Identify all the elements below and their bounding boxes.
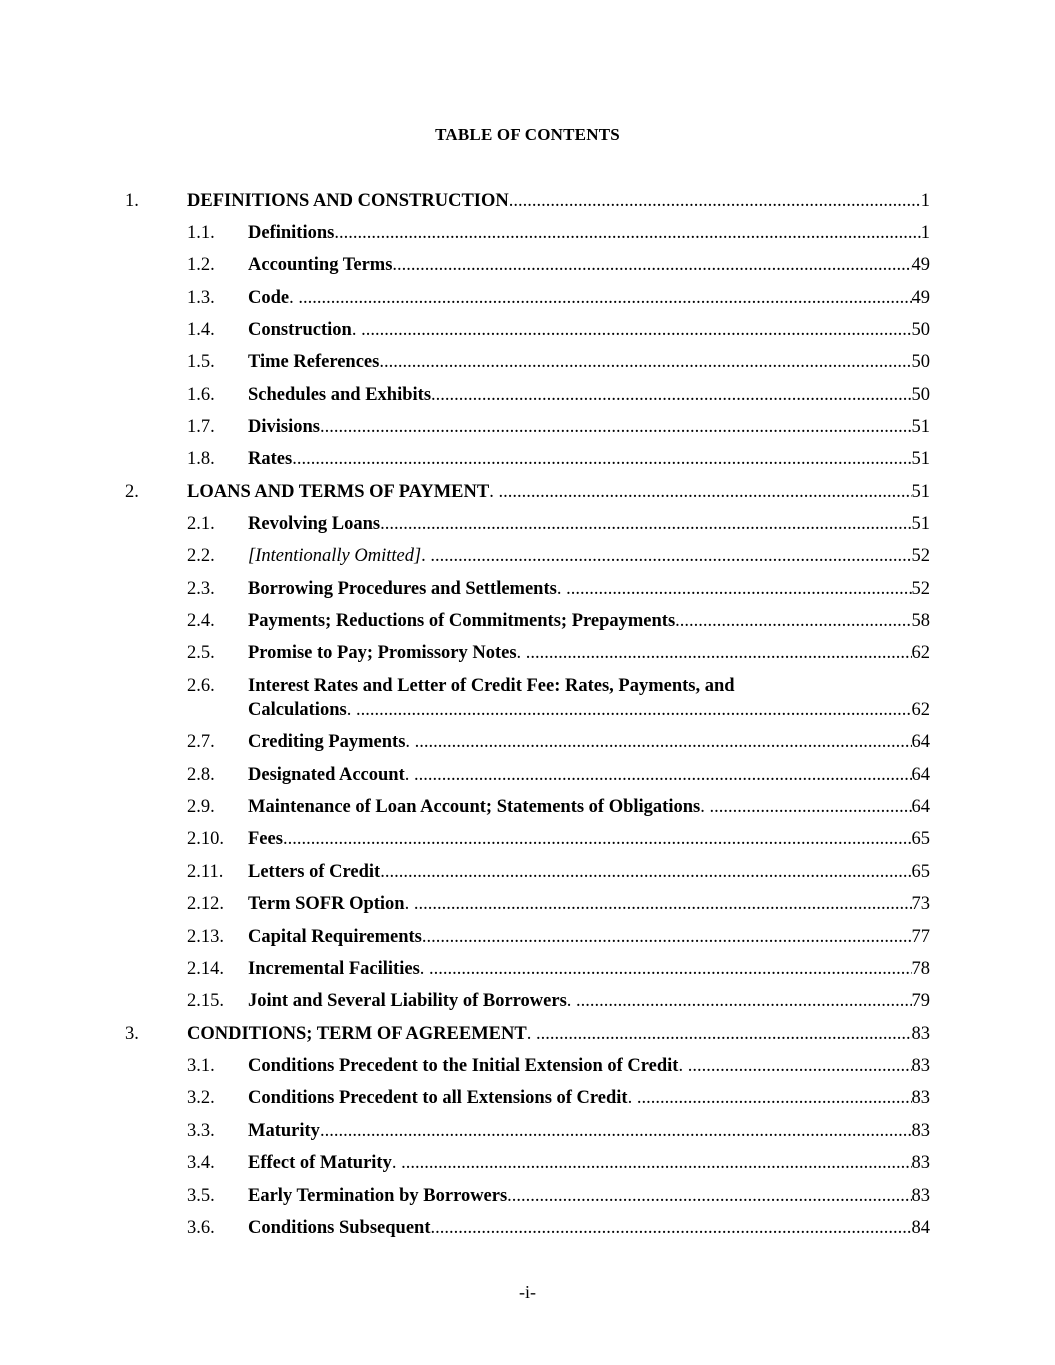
toc-entry-line bbox=[248, 1118, 930, 1144]
toc-subsection-entry bbox=[0, 543, 1055, 569]
toc-entry-title: Maintenance of Loan Account; Statements of Obligations bbox=[248, 797, 701, 817]
toc-page-number: 64 bbox=[911, 797, 930, 817]
toc-dot-leader bbox=[385, 859, 912, 885]
toc-entry-number: 1.6. bbox=[187, 385, 215, 405]
toc-entry-title: Calculations bbox=[248, 700, 347, 720]
toc-entry-period: . bbox=[404, 894, 414, 914]
toc-entry-line bbox=[248, 924, 930, 950]
toc-entry-period: . bbox=[507, 1186, 512, 1206]
toc-dot-leader bbox=[526, 640, 912, 666]
toc-entry-number: 3.4. bbox=[187, 1153, 215, 1173]
toc-entry-line bbox=[248, 956, 930, 982]
toc-entry-title: Conditions Subsequent bbox=[248, 1218, 431, 1238]
toc-subsection-entry bbox=[0, 511, 1055, 537]
toc-page-number: 77 bbox=[911, 927, 930, 947]
toc-entry-title: Construction bbox=[248, 320, 352, 340]
toc-subsection-entry bbox=[0, 988, 1055, 1014]
toc-entry-number: 2.1. bbox=[187, 514, 215, 534]
toc-entry-title: Early Termination by Borrowers bbox=[248, 1186, 508, 1206]
toc-entry-title-line1: Interest Rates and Letter of Credit Fee: Rates, Payments, and bbox=[248, 676, 735, 696]
toc-entry-line bbox=[248, 382, 930, 408]
toc-entry-period: . bbox=[380, 514, 385, 534]
toc-entry-period: . bbox=[431, 385, 436, 405]
toc-subsection-entry bbox=[0, 859, 1055, 885]
toc-dot-leader bbox=[361, 317, 911, 343]
toc-entry-line bbox=[248, 794, 930, 820]
toc-entry-number: 3. bbox=[125, 1024, 139, 1044]
toc-dot-leader bbox=[512, 1183, 912, 1209]
toc-entry-number: 2.14. bbox=[187, 959, 224, 979]
toc-entry-period: . bbox=[489, 482, 499, 502]
toc-entry-line bbox=[248, 576, 930, 602]
toc-entry-title: Conditions Precedent to the Initial Extension of Credit bbox=[248, 1056, 679, 1076]
toc-entry-period: . bbox=[430, 1218, 436, 1238]
toc-page-number: 65 bbox=[911, 862, 930, 882]
toc-entry-number: 2.15. bbox=[187, 991, 224, 1011]
toc-dot-leader bbox=[536, 1021, 912, 1047]
toc-entry-title: Code bbox=[248, 288, 290, 308]
page-number-footer: -i- bbox=[519, 1282, 536, 1302]
toc-entry-title: Rates bbox=[248, 449, 293, 469]
toc-entry-period: . bbox=[289, 288, 299, 308]
toc-entry-title: [Intentionally Omitted] bbox=[248, 546, 422, 566]
toc-entry-number: 2.3. bbox=[187, 579, 215, 599]
toc-entry-number: 2.4. bbox=[187, 611, 215, 631]
toc-entry-number: 2.12. bbox=[187, 894, 224, 914]
toc-entry-period: . bbox=[392, 255, 398, 275]
toc-entry-period: . bbox=[282, 829, 288, 849]
toc-dot-leader bbox=[435, 1215, 911, 1241]
toc-entry-title: Capital Requirements bbox=[248, 927, 422, 947]
toc-entry-period: . bbox=[405, 732, 415, 752]
toc-entry-period: . bbox=[421, 546, 431, 566]
toc-subsection-entry bbox=[0, 924, 1055, 950]
toc-page-number: 79 bbox=[911, 991, 930, 1011]
toc-entry-number: 2.9. bbox=[187, 797, 215, 817]
toc-entry-line bbox=[248, 859, 930, 885]
toc-entry-line bbox=[248, 826, 930, 852]
toc-subsection-entry bbox=[0, 220, 1055, 246]
toc-entry-period: . bbox=[700, 797, 710, 817]
toc-entry-line bbox=[248, 1215, 930, 1241]
toc-page-number: 83 bbox=[911, 1121, 930, 1141]
toc-entry-number: 2.6. bbox=[187, 676, 215, 696]
toc-dot-leader bbox=[288, 826, 912, 852]
toc-dot-leader bbox=[325, 414, 912, 440]
toc-entry-title: Fees bbox=[248, 829, 283, 849]
toc-subsection-entry bbox=[0, 794, 1055, 820]
toc-subsection-entry bbox=[0, 640, 1055, 666]
toc-dot-leader bbox=[576, 988, 911, 1014]
toc-subsection-entry bbox=[0, 1118, 1055, 1144]
toc-entry-title: Conditions Precedent to all Extensions of Credit bbox=[248, 1088, 628, 1108]
toc-entry-number: 3.6. bbox=[187, 1218, 215, 1238]
toc-page-number: 73 bbox=[911, 894, 930, 914]
toc-entry-line bbox=[248, 511, 930, 537]
toc-entry-line bbox=[248, 220, 930, 246]
toc-entry-title: Time References bbox=[248, 352, 380, 372]
toc-entry-line bbox=[248, 317, 930, 343]
toc-entry-number: 3.3. bbox=[187, 1121, 215, 1141]
toc-dot-leader bbox=[356, 697, 912, 723]
toc-page-number: 50 bbox=[911, 385, 930, 405]
toc-entry-period: . bbox=[319, 417, 325, 437]
toc-dot-leader bbox=[339, 220, 921, 246]
toc-subsection-entry bbox=[0, 826, 1055, 852]
toc-page-number: 49 bbox=[911, 255, 930, 275]
toc-entry-number: 1.5. bbox=[187, 352, 215, 372]
toc-entry-line bbox=[248, 1085, 930, 1111]
toc-entry-title: CONDITIONS; TERM OF AGREEMENT bbox=[187, 1024, 527, 1044]
toc-entry-line bbox=[187, 1021, 930, 1047]
toc-entry-period: . bbox=[526, 1024, 536, 1044]
toc-entry-title: Letters of Credit bbox=[248, 862, 381, 882]
toc-entry-line bbox=[187, 188, 930, 214]
toc-page-number: 64 bbox=[911, 732, 930, 752]
toc-entry-title: Joint and Several Liability of Borrowers bbox=[248, 991, 567, 1011]
page-title: TABLE OF CONTENTS bbox=[435, 125, 620, 144]
toc-entry-period: . bbox=[334, 223, 339, 243]
toc-entry-period: . bbox=[351, 320, 362, 340]
toc-dot-leader bbox=[397, 252, 911, 278]
toc-entry-title: Revolving Loans bbox=[248, 514, 381, 534]
toc-dot-leader bbox=[430, 543, 911, 569]
toc-page-number: 78 bbox=[911, 959, 930, 979]
toc-subsection-entry bbox=[0, 676, 1055, 723]
toc-subsection-entry bbox=[0, 1053, 1055, 1079]
toc-subsection-entry bbox=[0, 956, 1055, 982]
toc-page-number: 1 bbox=[920, 191, 930, 211]
toc-page-number: 62 bbox=[911, 700, 930, 720]
toc-entry-title: Effect of Maturity bbox=[248, 1153, 392, 1173]
toc-page-number: 83 bbox=[911, 1088, 930, 1108]
toc-entry-number: 1.7. bbox=[187, 417, 215, 437]
toc-entry-title: Payments; Reductions of Commitments; Prepayments bbox=[248, 611, 676, 631]
toc-entry-period: . bbox=[566, 991, 577, 1011]
toc-entry-number: 2.5. bbox=[187, 643, 215, 663]
toc-page-number: 50 bbox=[911, 352, 930, 372]
toc-entry-line bbox=[248, 1183, 930, 1209]
toc-subsection-entry bbox=[0, 414, 1055, 440]
toc-entry-line bbox=[248, 1053, 930, 1079]
toc-dot-leader bbox=[566, 576, 911, 602]
toc-entry-title: LOANS AND TERMS OF PAYMENT bbox=[187, 482, 490, 502]
toc-entry-line bbox=[248, 414, 930, 440]
toc-subsection-entry bbox=[0, 1150, 1055, 1176]
toc-subsection-entry bbox=[0, 576, 1055, 602]
toc-page-number: 51 bbox=[911, 417, 930, 437]
toc-entry-title: Crediting Payments bbox=[248, 732, 406, 752]
toc-entry-title: Designated Account bbox=[248, 765, 405, 785]
toc-entry-number: 2.8. bbox=[187, 765, 215, 785]
toc-entry-line bbox=[248, 640, 930, 666]
toc-dot-leader bbox=[401, 1150, 911, 1176]
toc-dot-leader bbox=[637, 1085, 912, 1111]
toc-entry-period: . bbox=[516, 643, 526, 663]
toc-dot-leader bbox=[297, 446, 912, 472]
toc-page-number: 58 bbox=[911, 611, 930, 631]
toc-subsection-entry bbox=[0, 1085, 1055, 1111]
toc-entry-period: . bbox=[319, 1121, 325, 1141]
toc-page-number: 51 bbox=[911, 449, 930, 469]
toc-subsection-entry bbox=[0, 729, 1055, 755]
toc-subsection-entry bbox=[0, 349, 1055, 375]
toc-entry-line bbox=[248, 252, 930, 278]
toc-section-entry bbox=[0, 188, 1055, 214]
toc-entry-title: Term SOFR Option bbox=[248, 894, 405, 914]
toc-entry-number: 3.1. bbox=[187, 1056, 215, 1076]
toc-entry-period: . bbox=[292, 449, 297, 469]
toc-page-number: 51 bbox=[911, 514, 930, 534]
toc-dot-leader bbox=[709, 794, 911, 820]
toc-entry-line bbox=[248, 891, 930, 917]
toc-entry-line bbox=[248, 697, 930, 723]
toc-dot-leader bbox=[385, 511, 912, 537]
toc-entry-title: Definitions bbox=[248, 223, 335, 243]
toc-entry-number: 1.4. bbox=[187, 320, 215, 340]
toc-dot-leader bbox=[498, 479, 911, 505]
toc-entry-period: . bbox=[556, 579, 567, 599]
toc-entry-line bbox=[248, 988, 930, 1014]
toc-entry-period: . bbox=[379, 352, 384, 372]
toc-page-number: 52 bbox=[911, 579, 930, 599]
toc-entry-period: . bbox=[627, 1088, 637, 1108]
toc-page-number: 65 bbox=[911, 829, 930, 849]
toc-subsection-entry bbox=[0, 608, 1055, 634]
toc-entry-number: 1.2. bbox=[187, 255, 215, 275]
toc-dot-leader bbox=[429, 956, 911, 982]
toc-entry-line bbox=[248, 762, 930, 788]
toc-subsection-entry bbox=[0, 446, 1055, 472]
toc-section-entry bbox=[0, 479, 1055, 505]
toc-entry-period: . bbox=[391, 1153, 402, 1173]
toc-page-number: 1 bbox=[920, 223, 930, 243]
toc-dot-leader bbox=[509, 188, 921, 214]
toc-entry-line bbox=[187, 479, 930, 505]
toc-section-entry bbox=[0, 1021, 1055, 1047]
toc-subsection-entry bbox=[0, 285, 1055, 311]
toc-entry-number: 3.5. bbox=[187, 1186, 215, 1206]
toc-entry-line bbox=[248, 349, 930, 375]
toc-entry-title: Accounting Terms bbox=[248, 255, 393, 275]
toc-entry-title: Incremental Facilities bbox=[248, 959, 420, 979]
toc-entry-period: . bbox=[404, 765, 414, 785]
toc-entry-title: Promise to Pay; Promissory Notes bbox=[248, 643, 517, 663]
toc-subsection-entry bbox=[0, 1183, 1055, 1209]
toc-entry-number: 1.8. bbox=[187, 449, 215, 469]
toc-page-number: 84 bbox=[911, 1218, 930, 1238]
toc-entry-period: . bbox=[346, 700, 356, 720]
toc-entry-line bbox=[248, 1150, 930, 1176]
toc-dot-leader bbox=[325, 1118, 912, 1144]
toc-entry-number: 2. bbox=[125, 482, 139, 502]
toc-entry-line bbox=[248, 446, 930, 472]
toc-entry-period: . bbox=[421, 927, 427, 947]
toc-subsection-entry bbox=[0, 382, 1055, 408]
toc-subsection-entry bbox=[0, 1215, 1055, 1241]
toc-entry-number: 1. bbox=[125, 191, 139, 211]
toc-entry-line bbox=[248, 543, 930, 569]
toc-entry-title: Borrowing Procedures and Settlements bbox=[248, 579, 557, 599]
toc-dot-leader bbox=[427, 924, 912, 950]
toc-dot-leader bbox=[414, 762, 912, 788]
toc-entry-number: 2.10. bbox=[187, 829, 224, 849]
toc-dot-leader bbox=[680, 608, 912, 634]
toc-page-number: 51 bbox=[911, 482, 930, 502]
toc-entry-number: 3.2. bbox=[187, 1088, 215, 1108]
toc-entry-number: 2.11. bbox=[187, 862, 224, 882]
toc-subsection-entry bbox=[0, 252, 1055, 278]
toc-entry-number: 2.2. bbox=[187, 546, 215, 566]
toc-entry-line bbox=[248, 729, 930, 755]
toc-entry-line bbox=[248, 608, 930, 634]
toc-dot-leader bbox=[688, 1053, 912, 1079]
toc-dot-leader bbox=[436, 382, 912, 408]
toc-entry-title: DEFINITIONS AND CONSTRUCTION bbox=[187, 191, 509, 211]
toc-subsection-entry bbox=[0, 317, 1055, 343]
toc-entry-period: . bbox=[678, 1056, 688, 1076]
toc-entry-number: 1.1. bbox=[187, 223, 215, 243]
toc-dot-leader bbox=[414, 891, 912, 917]
toc-entry-period: . bbox=[380, 862, 385, 882]
toc-page-number: 50 bbox=[911, 320, 930, 340]
toc-dot-leader bbox=[298, 285, 911, 311]
toc-page-number: 83 bbox=[911, 1186, 930, 1206]
toc-entry-number: 1.3. bbox=[187, 288, 215, 308]
toc-page-number: 83 bbox=[911, 1024, 930, 1044]
toc-subsection-entry bbox=[0, 762, 1055, 788]
toc-dot-leader bbox=[415, 729, 912, 755]
toc-page-number: 83 bbox=[911, 1153, 930, 1173]
toc-subsection-entry bbox=[0, 891, 1055, 917]
toc-entry-title: Divisions bbox=[248, 417, 320, 437]
toc-entry-period: . bbox=[419, 959, 430, 979]
toc-entry-title: Maturity bbox=[248, 1121, 320, 1141]
toc-entry-period: . bbox=[675, 611, 680, 631]
toc-entry-number: 2.13. bbox=[187, 927, 224, 947]
toc-entry-title: Schedules and Exhibits bbox=[248, 385, 432, 405]
toc-page-number: 64 bbox=[911, 765, 930, 785]
toc-page-number: 62 bbox=[911, 643, 930, 663]
toc-page-number: 49 bbox=[911, 288, 930, 308]
toc-entry-line bbox=[248, 285, 930, 311]
toc-dot-leader bbox=[384, 349, 912, 375]
toc-page-number: 83 bbox=[911, 1056, 930, 1076]
toc-page-number: 52 bbox=[911, 546, 930, 566]
toc-entry-number: 2.7. bbox=[187, 732, 215, 752]
